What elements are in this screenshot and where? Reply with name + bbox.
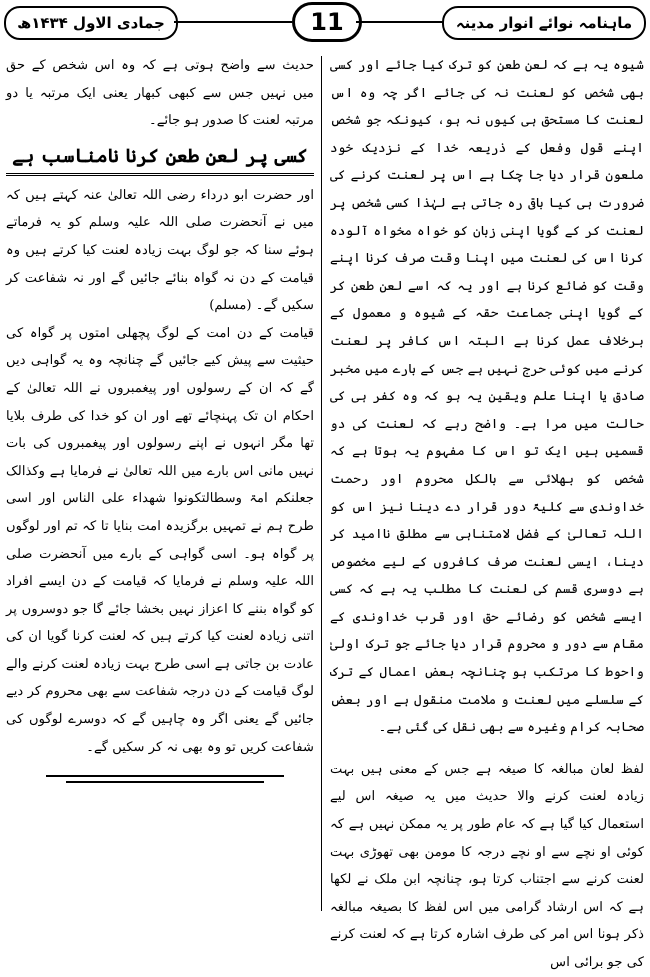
right-paragraph-2: لفظ لعان مبالغہ کا صیغہ ہے جس کے معنی ہیں بہت زیادہ لعنت کرنے والا حدیث میں یہ صیغہ اس لیے استعمال کیا گیا ہے کہ عام طور پر یہ ممکن نہیں ہے کہ کوئی او نچے سے او نچے درجہ کا مومن بھی تھوڑی بہت لعنت کرنے سے اجتناب کرتا ہو، چنانچہ ابن ملک نے لکھا ہے کہ اس ارشاد گرامی میں اس لفظ کا بصیغہ مبالغہ ذکر ہونا اس امر کی طرف اشارہ کرتا ہے کہ لعنت کرنے کی جو برائی اس <box>330 761 644 970</box>
end-of-article-rule <box>6 775 314 785</box>
right-column <box>330 52 644 977</box>
issue-date: جمادی الاول ۱۴۳۴ھ <box>4 6 178 40</box>
page-header <box>0 0 650 44</box>
section-heading <box>6 141 314 176</box>
left-paragraph-1: حدیث سے واضح ہوتی ہے کہ وہ اس شخص کے حق میں نہیں جس سے کبھی کبھار یعنی ایک مرتبہ یا دو مرتبہ لعنت کا صدور ہو جائے۔ <box>6 58 314 129</box>
left-paragraph-2: اور حضرت ابو درداء رضی اللہ تعالیٰ عنہ کہتے ہیں کہ میں نے آنحضرت صلی اللہ علیہ وسلم کو یہ فرماتے ہوئے سنا کہ جو لوگ بہت زیادہ لعنت کیا کرتے ہیں وہ قیامت کے دن نہ گواہ بنائے جائیں گے اور نہ شفاعت کر سکیں گے۔ (مسلم) <box>6 187 314 314</box>
magazine-title: ماہنامہ نوائے انوار مدینہ <box>442 6 646 40</box>
header-rule-right <box>356 21 446 23</box>
left-paragraph-3: قیامت کے دن امت کے لوگ پچھلی امتوں پر گواہ کی حیثیت سے پیش کیے جائیں گے چنانچہ وہ یہ گواہی دیں گے کہ ان کے رسولوں اور پیغمبروں نے اللہ تعالیٰ کے احکام ان تک پہنچائے تھے اور ان کو خدا کی طرف بلایا تھا مگر انہوں نے اپنے رسولوں اور پیغمبروں کی بات نہیں مانی اس بارے میں اللہ تعالیٰ نے فرمایا ہے وکذالک جعلنکم امۃ وسطالتکونوا شھداء علی الناس اور اسی طرح ہم نے تمہیں برگزیدہ امت بنایا تا کہ تم اور لوگوں پر گواہ ہو۔ اسی گواہی کے بارے میں آنحضرت صلی اللہ علیہ وسلم نے فرمایا کہ قیامت کے دن ایسے افراد کو گواہ بننے کا اعزاز نہیں بخشا جائے گا جو دوسروں پر اتنی زیادہ لعنت کیا کرتے ہیں کہ لعنت کرنا گویا ان کی عادت بن جاتی ہے اسی طرح بہت زیادہ لعنت کرنے والے لوگ قیامت کے دن درجہ شفاعت سے بھی محروم کر دیے جائیں گے یعنی اگر وہ چاہیں گے کہ دوسرے لوگوں کی شفاعت کریں تو وہ بھی نہ کر سکیں گے۔ <box>6 325 314 755</box>
page-number: 11 <box>292 2 362 42</box>
section-heading-text: کسی پر لعن طعن کرنا نامناسب ہے <box>6 141 314 176</box>
header-rule-left <box>174 21 292 23</box>
left-column <box>6 52 314 785</box>
right-paragraph-1: شیوہ یہ ہے کہ لعن طعن کو ترک کیا جائے اور کسی بھی شخص کو لعنت نہ کی جائے اگر چہ وہ اس لعنت کا مستحق ہی کیوں نہ ہو، کیونکہ جو شخص اپنے قول وفعل کے ذریعہ خدا کے نزدیک خود ملعون قرار دیا جا چکا ہے اس پر لعنت کرنے کی ضرورت ہی کیا باقی رہ جاتی ہے لہٰذا کسی شخص پر لعنت کر کے گویا اپنی زبان کو خواہ مخواہ آلودہ کرنا اس کی لعنت میں اپنا وقت صرف کرنا اپنے وقت کو ضائع کرنا ہے اور یہ کہ اسے لعن طعن کر کے گویا اپنی جماعت حقہ کے شیوہ و معمول کے برخلاف عمل کرنا ہے البتہ اس کافر پر لعنت کرنے میں کوئی حرج نہیں ہے جس کے بارے میں مخبر صادق یا اپنا علم ویقین یہ ہو کہ وہ کفر ہی کی حالت میں مرا ہے۔ واضح رہے کہ لعنت کی دو قسمیں ہیں ایک تو اس کا مفہوم یہ ہوتا ہے کہ شخص کو بھلائی سے بالکل محروم اور رحمت خداوندی سے کلیۃً دور قرار دے دینا نیز اس کو اللہ تعالیٰ کے فضل لامتناہی سے مطلق ناامید کر دینا، ایسی لعنت صرف کافروں کے لیے مخصوص ہے دوسری قسم کی لعنت کا مطلب یہ ہے کہ کسی ایسے شخص کو رضائے حق اور قرب خداوندی کے مقام سے دور و محروم قرار دیا جائے جو ترک اولیٰ واحوط کا مرتکب ہو چنانچہ بعض اعمال کے ترک کے سلسلے میں لعنت و ملامت منقول ہے اور بعض صحابہ کرام وغیرہ سے بھی نقل کی گئی ہے۔ <box>330 58 644 736</box>
column-divider <box>321 56 322 911</box>
